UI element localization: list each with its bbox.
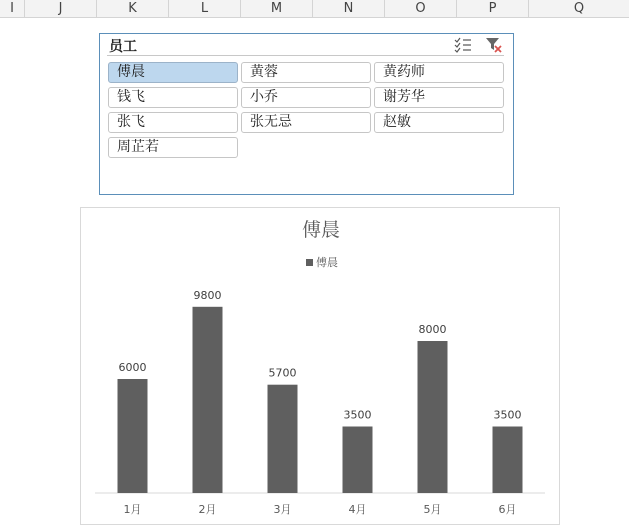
column-header-l[interactable]: L bbox=[169, 0, 241, 17]
bar-6[interactable] bbox=[493, 427, 523, 494]
slicer-item-zhouzhiruo[interactable]: 周芷若 bbox=[108, 137, 238, 158]
slicer-item-huangrong[interactable]: 黄蓉 bbox=[241, 62, 371, 83]
legend-label: 傅晨 bbox=[316, 256, 338, 269]
column-header-i[interactable]: I bbox=[0, 0, 25, 17]
slicer-divider bbox=[107, 55, 504, 56]
clear-filter-icon[interactable] bbox=[485, 36, 503, 54]
plot-area bbox=[95, 289, 545, 516]
column-header-q[interactable]: Q bbox=[573, 1, 585, 16]
slicer-title: 员工 bbox=[109, 39, 137, 55]
bar-1[interactable] bbox=[118, 379, 148, 493]
slicer-item-zhangwuji[interactable]: 张无忌 bbox=[241, 112, 371, 133]
employee-slicer[interactable] bbox=[99, 33, 514, 195]
column-header-m[interactable]: M bbox=[241, 0, 313, 17]
column-header-row bbox=[0, 0, 629, 18]
data-label-4: 3500 bbox=[343, 408, 372, 422]
slicer-item-huangyaoshi[interactable]: 黄药师 bbox=[374, 62, 504, 83]
multi-select-icon[interactable] bbox=[454, 37, 472, 53]
slicer-item-xiefanghua[interactable]: 谢芳华 bbox=[374, 87, 504, 108]
x-tick-label-5: 5月 bbox=[423, 503, 442, 516]
bar-chart[interactable] bbox=[80, 207, 560, 525]
slicer-item-xiaoqiao[interactable]: 小乔 bbox=[241, 87, 371, 108]
slicer-item-zhangfei[interactable]: 张飞 bbox=[108, 112, 238, 133]
slicer-item-fuchen[interactable]: 傅晨 bbox=[108, 62, 238, 83]
bar-3[interactable] bbox=[268, 385, 298, 493]
data-label-1: 6000 bbox=[118, 361, 147, 374]
bar-5[interactable] bbox=[418, 341, 448, 493]
chart-title: 傅晨 bbox=[301, 219, 341, 241]
x-tick-label-3: 3月 bbox=[273, 503, 292, 516]
x-tick-label-4: 4月 bbox=[348, 503, 367, 516]
bar-4[interactable] bbox=[343, 427, 373, 494]
column-header-n[interactable]: N bbox=[313, 0, 385, 17]
data-label-6: 3500 bbox=[493, 408, 522, 422]
x-tick-label-1: 1月 bbox=[123, 503, 142, 516]
column-header-o[interactable]: O bbox=[385, 0, 457, 17]
column-header-j[interactable]: J bbox=[25, 0, 97, 17]
chart-legend bbox=[306, 255, 338, 269]
data-label-3: 5700 bbox=[268, 366, 297, 380]
chart-canvas bbox=[81, 208, 559, 524]
slicer-item-zhaomin[interactable]: 赵敏 bbox=[374, 112, 504, 133]
legend-swatch bbox=[306, 259, 313, 266]
data-label-2: 9800 bbox=[193, 288, 222, 302]
x-tick-label-2: 2月 bbox=[198, 503, 217, 516]
column-header-k[interactable]: K bbox=[97, 0, 169, 17]
slicer-item-qianfei[interactable]: 钱飞 bbox=[108, 87, 238, 108]
column-header-p[interactable]: P bbox=[457, 0, 529, 17]
bar-2[interactable] bbox=[193, 307, 223, 493]
x-tick-label-6: 6月 bbox=[498, 503, 517, 516]
data-label-5: 8000 bbox=[418, 323, 447, 336]
